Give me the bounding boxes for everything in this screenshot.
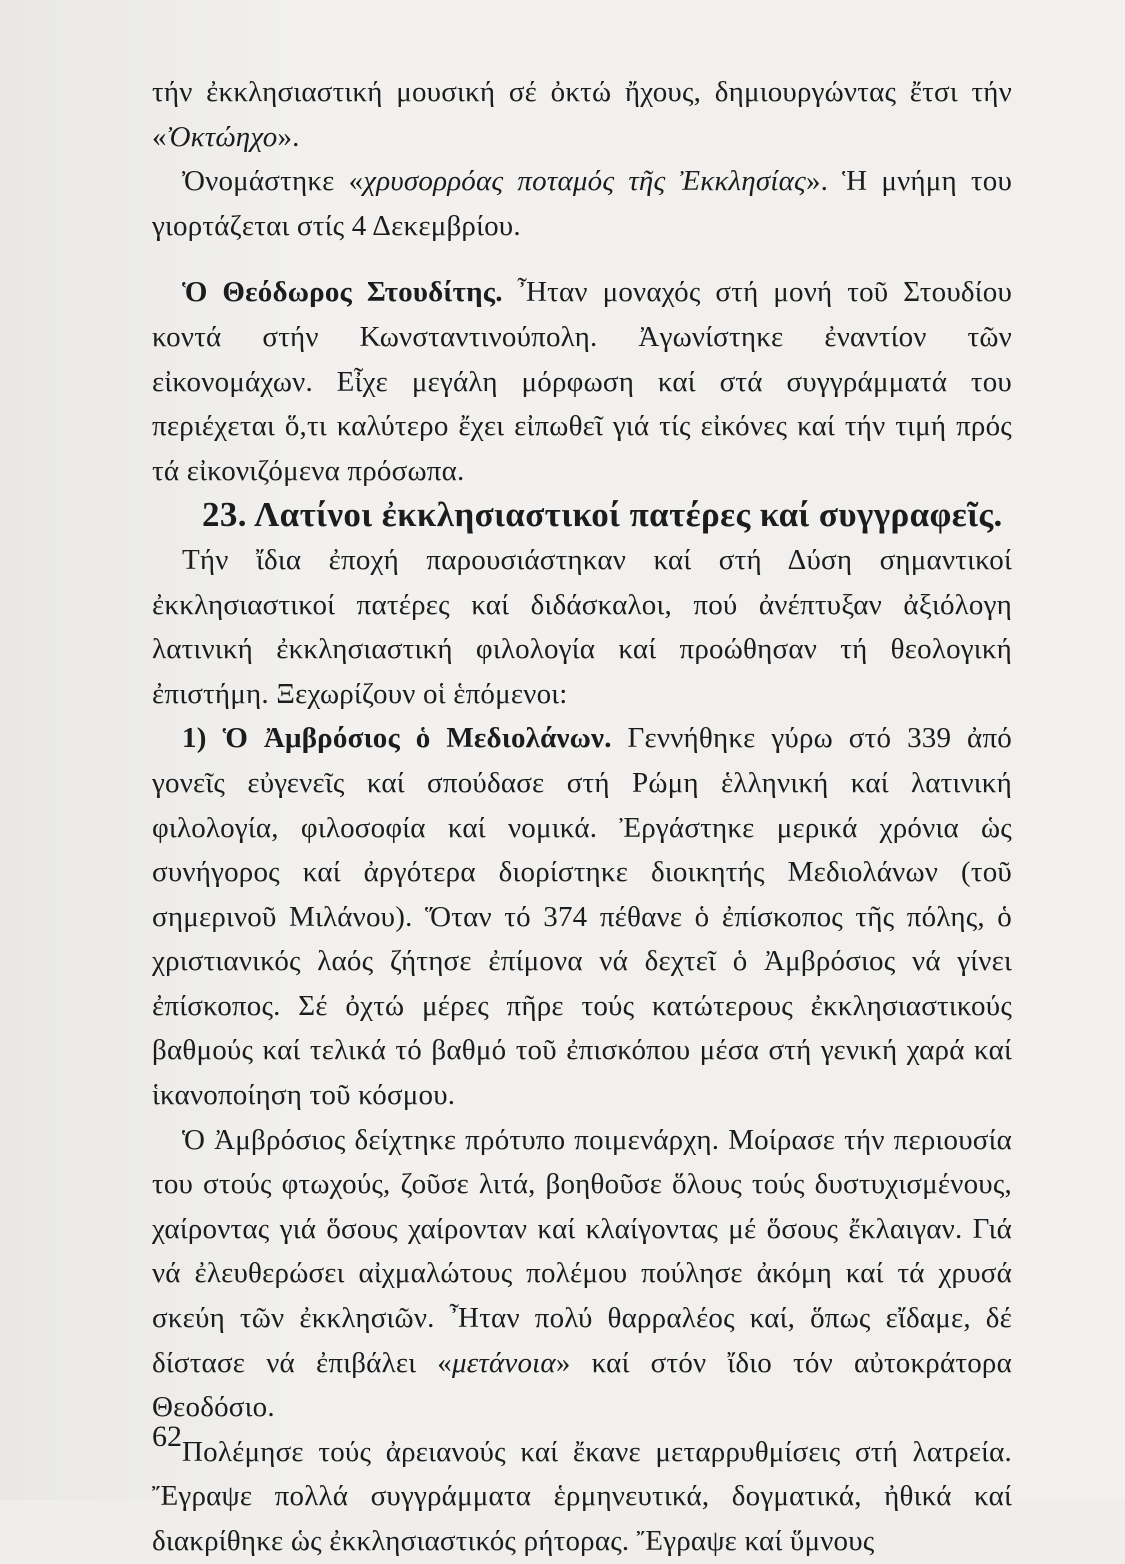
bold-lead: 1) Ὁ Ἀμβρόσιος ὁ Μεδιολάνων. — [182, 722, 612, 755]
paragraph-theodoros: Ὁ Θεόδωρος Στουδίτης. Ἦταν μοναχός στή μονή τοῦ Στουδίου κοντά στήν Κωνσταντινούπολη. Ἀγωνίστηκε ἐναντίον τῶν εἰκονομάχων. Εἶχε μεγάλη μόρφωση καί στά συγγράμματά του περιέχεται ὅ,τι καλύτερο ἔχει εἰπωθεῖ γιά τίς εἰκόνες καί τήν τιμή πρός τά εἰκονιζόμενα πρόσωπα. — [152, 276, 1012, 487]
paragraph-ambrosios-3: Πολέμησε τούς ἀρειανούς καί ἔκανε μεταρρυθμίσεις στή λατρεία. Ἔγραψε πολλά συγγράμματα ἑρμηνευτικά, δογματικά, ἠθικά καί διακρίθηκε ὡς ἐκκλησιαστικός ρήτορας. Ἔγραψε καί ὕμνους — [152, 1435, 1012, 1557]
paragraph-ambrosios-2: Ὁ Ἀμβρόσιος δείχτηκε πρότυπο ποιμενάρχη. Μοίρασε τήν περιουσία του στούς φτωχούς, ζοῦσε λιτά, βοηθοῦσε ὅλους τούς δυστυχισμένους, χαίροντας γιά ὅσους χαίρονταν καί κλαίγοντας μέ ὅσους ἔκλαιγαν. Γιά νά ἐλευθερώσει αἰχμαλώτους πολέμου πούλησε ἀκόμη καί τά χρυσά σκεύη τῶν ἐκκλησιῶν. Ἦταν πολύ θαρραλέος καί, ὅπως εἴδαμε, δέ δίστασε νά ἐπιβάλει «μετάνοια» καί στόν ἴδιο τόν αὐτοκράτορα Θεοδόσιο. — [152, 1123, 1012, 1424]
text-block — [152, 70, 1012, 1564]
paragraph-intro: Τήν ἴδια ἐποχή παρουσιάστηκαν καί στή Δύση σημαντικοί ἐκκλησιαστικοί πατέρες καί διδάσκαλοι, πού ἀνέπτυξαν ἀξιόλογη λατινική ἐκκλησιαστική φιλολογία καί προώθησαν τή θεολογική ἐπιστήμη. Ξεχωρίζουν οἱ ἑπόμενοι: — [152, 543, 1012, 710]
paragraph-ambrosios: 1) Ὁ Ἀμβρόσιος ὁ Μεδιολάνων. Γεννήθηκε γύρω στό 339 ἀπό γονεῖς εὐγενεῖς καί σπούδασε στή Ρώμη ἑλληνική καί λατινική φιλολογία, φιλοσοφία καί νομικά. Ἐργάστηκε μερικά χρόνια ὡς συνήγορος καί ἀργότερα διορίστηκε διοικητής Μεδιολάνων (τοῦ σημερινοῦ Μιλάνου). Ὅταν τό 374 πέθανε ὁ ἐπίσκοπος τῆς πόλης, ὁ χριστιανικός λαός ζήτησε ἐπίμονα νά δεχτεῖ ὁ Ἀμβρόσιος νά γίνει ἐπίσκοπος. Σέ ὀχτώ μέρες πῆρε τούς κατώτερους ἐκκλησιαστικούς βαθμούς καί τελικά τό βαθμό τοῦ ἐπισκόπου μέσα στή γενική χαρά καί ἱκανοποίηση τοῦ κόσμου. — [152, 722, 1012, 1112]
paragraph-1: τήν ἐκκλησιαστική μουσική σέ ὀκτώ ἤχους, δημιουργώντας ἔτσι τήν «Ὀκτώηχο». — [152, 76, 1012, 153]
page-number: 62 — [152, 1420, 182, 1453]
section-heading: 23. Λατίνοι ἐκκλησιαστικοί πατέρες καί συγγραφεῖς. — [202, 495, 1003, 535]
paragraph-2: Ὀνομάστηκε «χρυσορρόας ποταμός τῆς Ἐκκλησίας». Ἡ μνήμη του γιορτάζεται στίς 4 Δεκεμβρίου. — [152, 165, 1013, 242]
bold-lead: Ὁ Θεόδωρος Στουδίτης. — [182, 276, 503, 309]
